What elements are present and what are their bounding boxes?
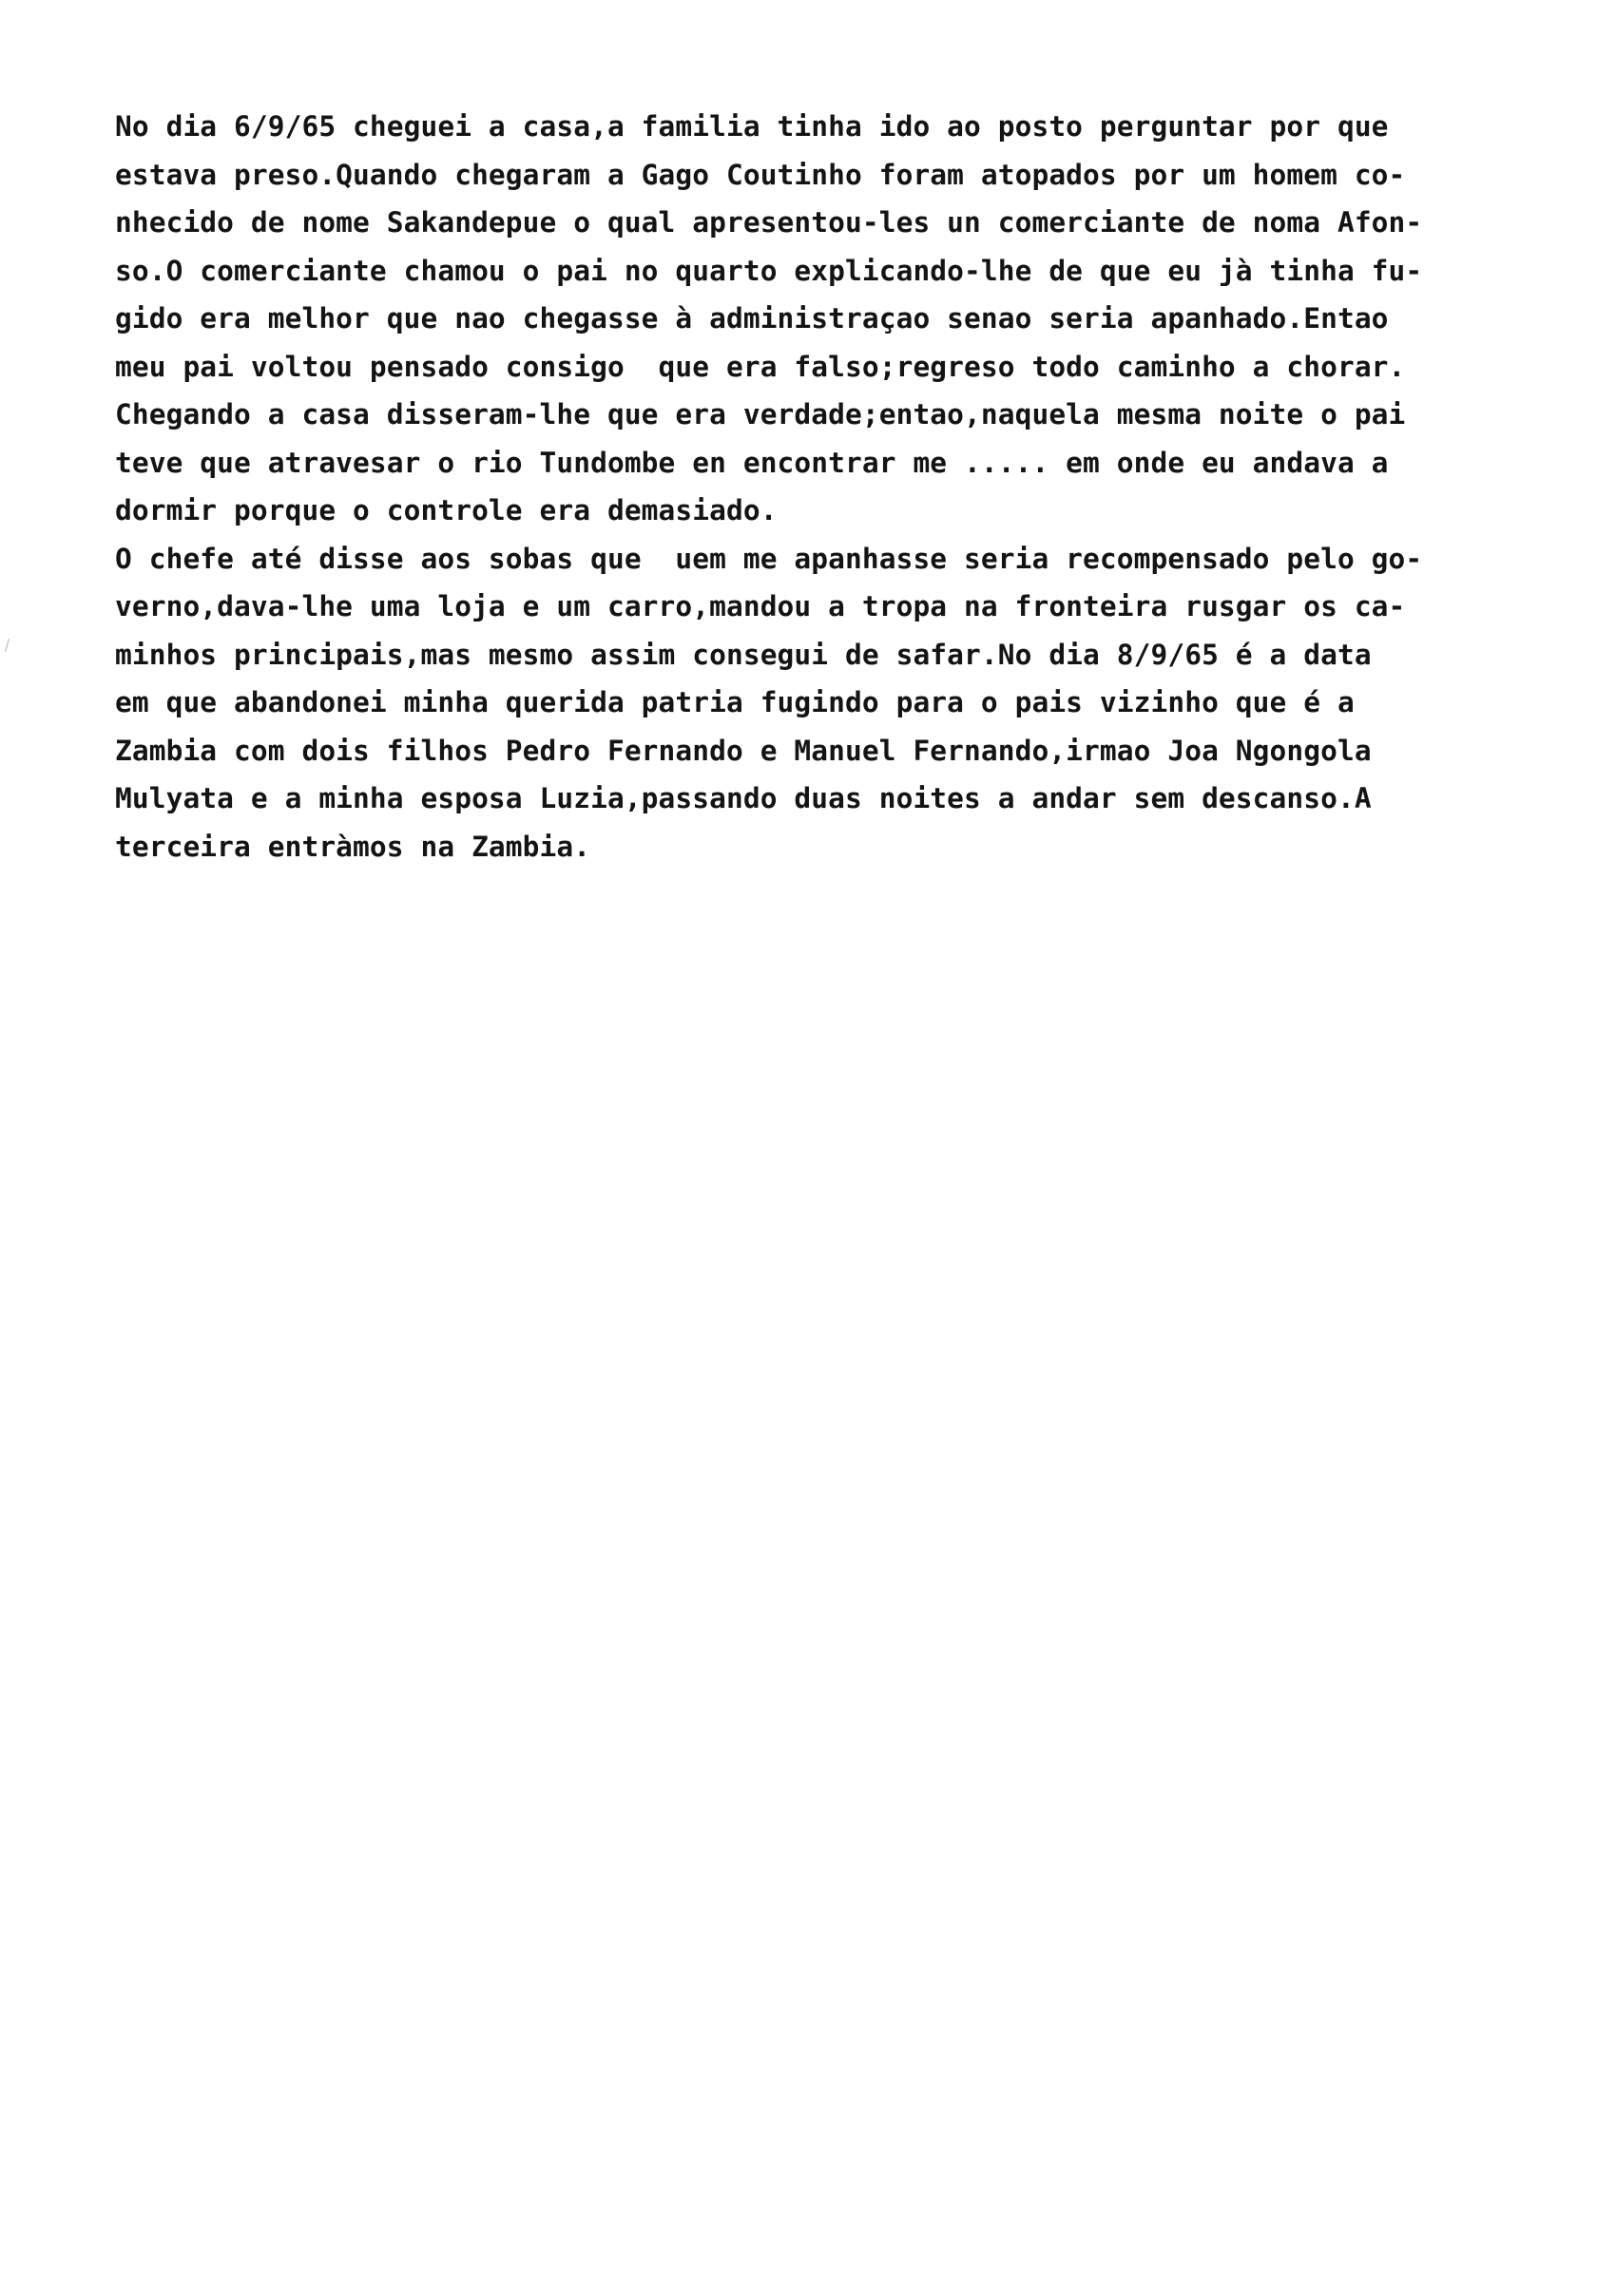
text-line-3: nhecido de nome Sakandepue o qual apresentou-les un comerciante de noma Afon- <box>115 206 1423 239</box>
text-line-10: O chefe até disse aos sobas que uem me apanhasse seria recompensado pelo go- <box>115 542 1423 575</box>
text-line-9: dormir porque o controle era demasiado. <box>115 494 778 526</box>
text-line-14: Zambia com dois filhos Pedro Fernando e Manuel Fernando,irmao Joa Ngongola <box>115 734 1372 767</box>
text-line-6: meu pai voltou pensado consigo que era falso;regreso todo caminho a chorar. <box>115 350 1406 383</box>
margin-mark <box>5 639 12 652</box>
text-line-1: No dia 6/9/65 cheguei a casa,a familia tinha ido ao posto perguntar por que <box>115 110 1389 143</box>
text-line-11: verno,dava-lhe uma loja e um carro,mandou a tropa na fronteira rusgar os ca- <box>115 590 1406 622</box>
typescript-body <box>115 103 1560 871</box>
text-line-12: minhos principais,mas mesmo assim consegui de safar.No dia 8/9/65 é a data <box>115 638 1372 671</box>
text-line-16: terceira entràmos na Zambia. <box>115 830 591 863</box>
text-line-15: Mulyata e a minha esposa Luzia,passando duas noites a andar sem descanso.A <box>115 782 1372 814</box>
text-line-4: so.O comerciante chamou o pai no quarto explicando-lhe de que eu jà tinha fu- <box>115 254 1423 287</box>
text-line-8: teve que atravesar o rio Tundombe en encontrar me ..... em onde eu andava a <box>115 446 1389 479</box>
text-line-13: em que abandonei minha querida patria fugindo para o pais vizinho que é a <box>115 686 1355 718</box>
text-line-2: estava preso.Quando chegaram a Gago Coutinho foram atopados por um homem co- <box>115 158 1406 191</box>
text-line-7: Chegando a casa disseram-lhe que era verdade;entao,naquela mesma noite o pai <box>115 398 1406 430</box>
text-line-5: gido era melhor que nao chegasse à administraçao senao seria apanhado.Entao <box>115 302 1389 335</box>
